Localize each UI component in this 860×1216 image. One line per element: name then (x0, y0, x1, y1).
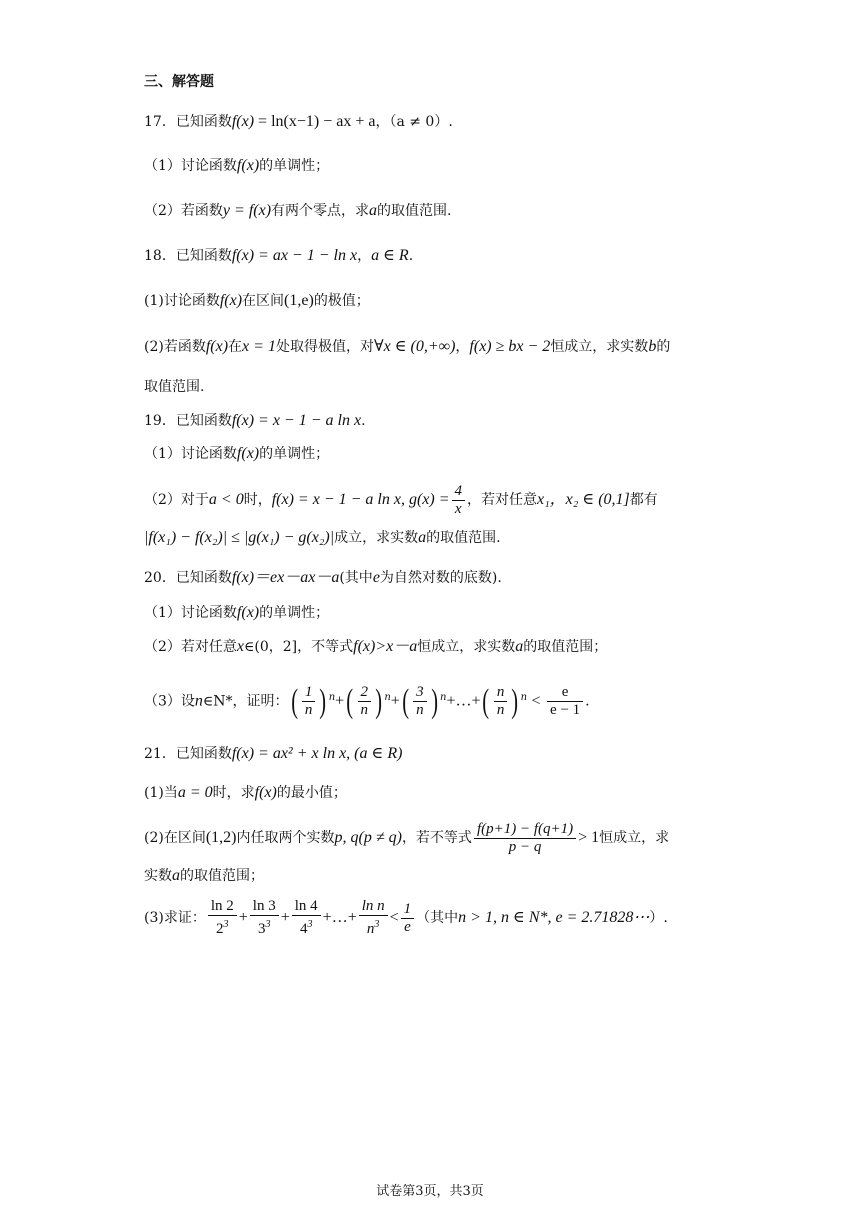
q18-part2-cont: 取值范围. (144, 379, 205, 395)
q17-part2: （2）若函数y = f(x)有两个零点，求a的取值范围. (144, 202, 452, 219)
q19-stem: 19．已知函数f(x) = x − 1 − a ln x. (144, 412, 366, 429)
q20-part3: （3）设n∈N*，证明：( $\frac{1}{n}$ ) $^n$+( $\frac{2}{n}$ ) $^n$+( $\frac{3}{n}$ ) $^n$+…+( $\frac{n}{n}$ ) $^n$ < $\frac{e}{e - 1}$ . (144, 682, 590, 720)
q18-stem: 18．已知函数f(x) = ax − 1 − ln x，a ∈ R. (144, 247, 414, 264)
q21-part2-cont: 实数a的取值范围； (144, 867, 264, 884)
q21-stem: 21．已知函数f(x) = ax² + x ln x, (a ∈ R) (144, 745, 403, 762)
q21-part3: (3)求证： $\frac{\ln 2}{2^3}$ + $\frac{\ln 3}{3^3}$ + $\frac{\ln 4}{4^3}$ +…+ $\frac{\text{ln n}}{n^3}$ < $\frac{1}{e}$ （其中n > 1, n ∈ N*, e = 2.71828⋯）. (144, 898, 668, 937)
q18-part1: (1)讨论函数f(x)在区间(1,e)的极值； (144, 292, 370, 309)
q19-fraction: $\frac{4}{x}$ (452, 483, 466, 518)
q19-part2-cont: |f(x₁) − f(x₂)| ≤ |g(x₁) − g(x₂)|成立，求实数a的取值范围. (144, 529, 501, 546)
q21-part2: (2)在区间(1,2)内任取两个实数p, q(p ≠ q)，若不等式 $\frac{f(p+1) - f(q+1)}{p - q}$ > 1恒成立，求 (144, 820, 670, 855)
page-footer: 试卷第3页，共3页 (376, 1184, 484, 1199)
section-heading: 三、解答题 (144, 74, 214, 90)
q19-part2: （2）对于a < 0时，f(x) = x − 1 − a ln x, g(x) = $\frac{4}{x}$ ，若对任意x₁，x₂ ∈ (0,1]都有 (144, 482, 658, 517)
q18-part2: (2)若函数f(x)在x = 1处取得极值，对∀x ∈ (0,+∞)，f(x) ≥ bx − 2恒成立，求实数b的 (144, 338, 671, 355)
q19-part1: （1）讨论函数f(x)的单调性； (144, 445, 330, 462)
q17-stem: 17．已知函数f(x) = ln(x−1) − ax + a，（a ≠ 0）. (144, 113, 453, 130)
q17-part1: （1）讨论函数f(x)的单调性； (144, 157, 330, 174)
q20-part2: （2）若对任意x∈(0，2]，不等式f(x)>x－a恒成立，求实数a的取值范围； (144, 638, 608, 655)
q20-stem: 20．已知函数f(x)＝ex－ax－a(其中e为自然对数的底数). (144, 569, 502, 586)
q17-function: f(x) = ln(x−1) − ax + a (231, 113, 376, 130)
q21-part1: (1)当a = 0时，求f(x)的最小值； (144, 784, 347, 801)
q20-part1: （1）讨论函数f(x)的单调性； (144, 604, 330, 621)
